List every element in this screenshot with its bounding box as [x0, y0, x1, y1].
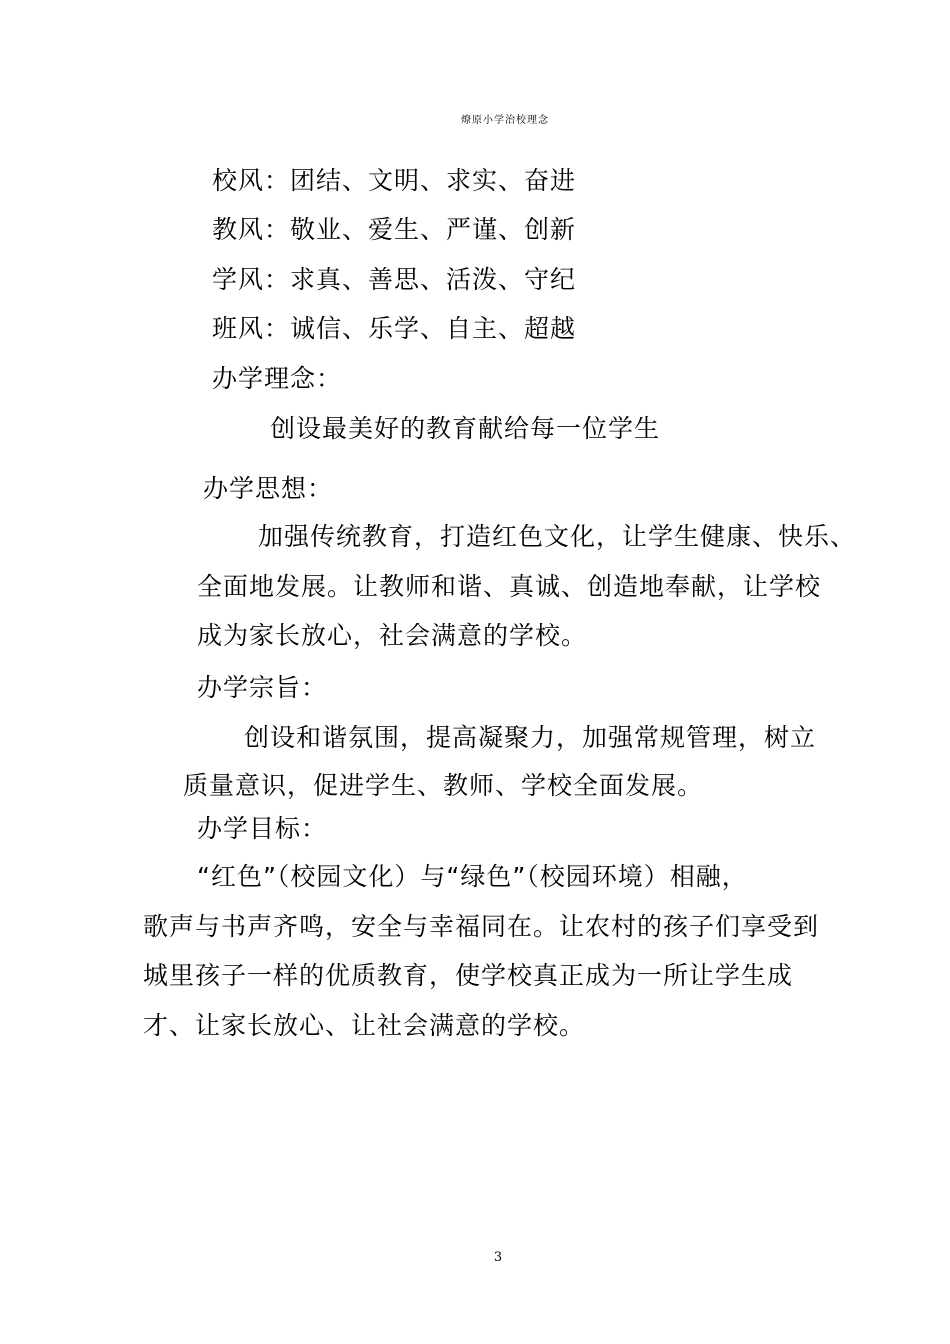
purpose-line: 创设和谐氛围，提高凝聚力，加强常规管理，树立: [244, 723, 817, 752]
goal-line: 才、让家长放心、让社会满意的学校。: [143, 1011, 586, 1040]
thought-line: 成为家长放心，社会满意的学校。: [197, 621, 588, 650]
goal-heading: 办学目标：: [197, 814, 328, 843]
thought-line: 全面地发展。让教师和谐、真诚、创造地奉献，让学校: [197, 572, 822, 601]
thought-heading: 办学思想：: [203, 474, 334, 503]
purpose-heading: 办学宗旨：: [197, 673, 328, 702]
goal-line: 城里孩子一样的优质教育，使学校真正成为一所让学生成: [143, 961, 794, 990]
motto-class-style: 班风：诚信、乐学、自主、超越: [212, 314, 577, 343]
motto-school-style: 校风：团结、文明、求实、奋进: [212, 166, 577, 195]
motto-teaching-style: 教风：敬业、爱生、严谨、创新: [212, 215, 577, 244]
thought-line: 加强传统教育，打造红色文化，让学生健康、快乐、: [258, 522, 857, 551]
philosophy-body: 创设最美好的教育献给每一位学生: [270, 414, 661, 443]
goal-line: 歌声与书声齐鸣，安全与幸福同在。让农村的孩子们享受到: [143, 912, 820, 941]
goal-line: “红色”（校园文化）与“绿色”（校园环境）相融，: [197, 862, 748, 891]
page-number: 3: [493, 1250, 503, 1265]
page-title: 燎原小学治校理念: [461, 115, 549, 126]
philosophy-heading: 办学理念：: [212, 364, 343, 393]
purpose-line: 质量意识，促进学生、教师、学校全面发展。: [183, 771, 704, 800]
motto-study-style: 学风：求真、善思、活泼、守纪: [212, 265, 577, 294]
